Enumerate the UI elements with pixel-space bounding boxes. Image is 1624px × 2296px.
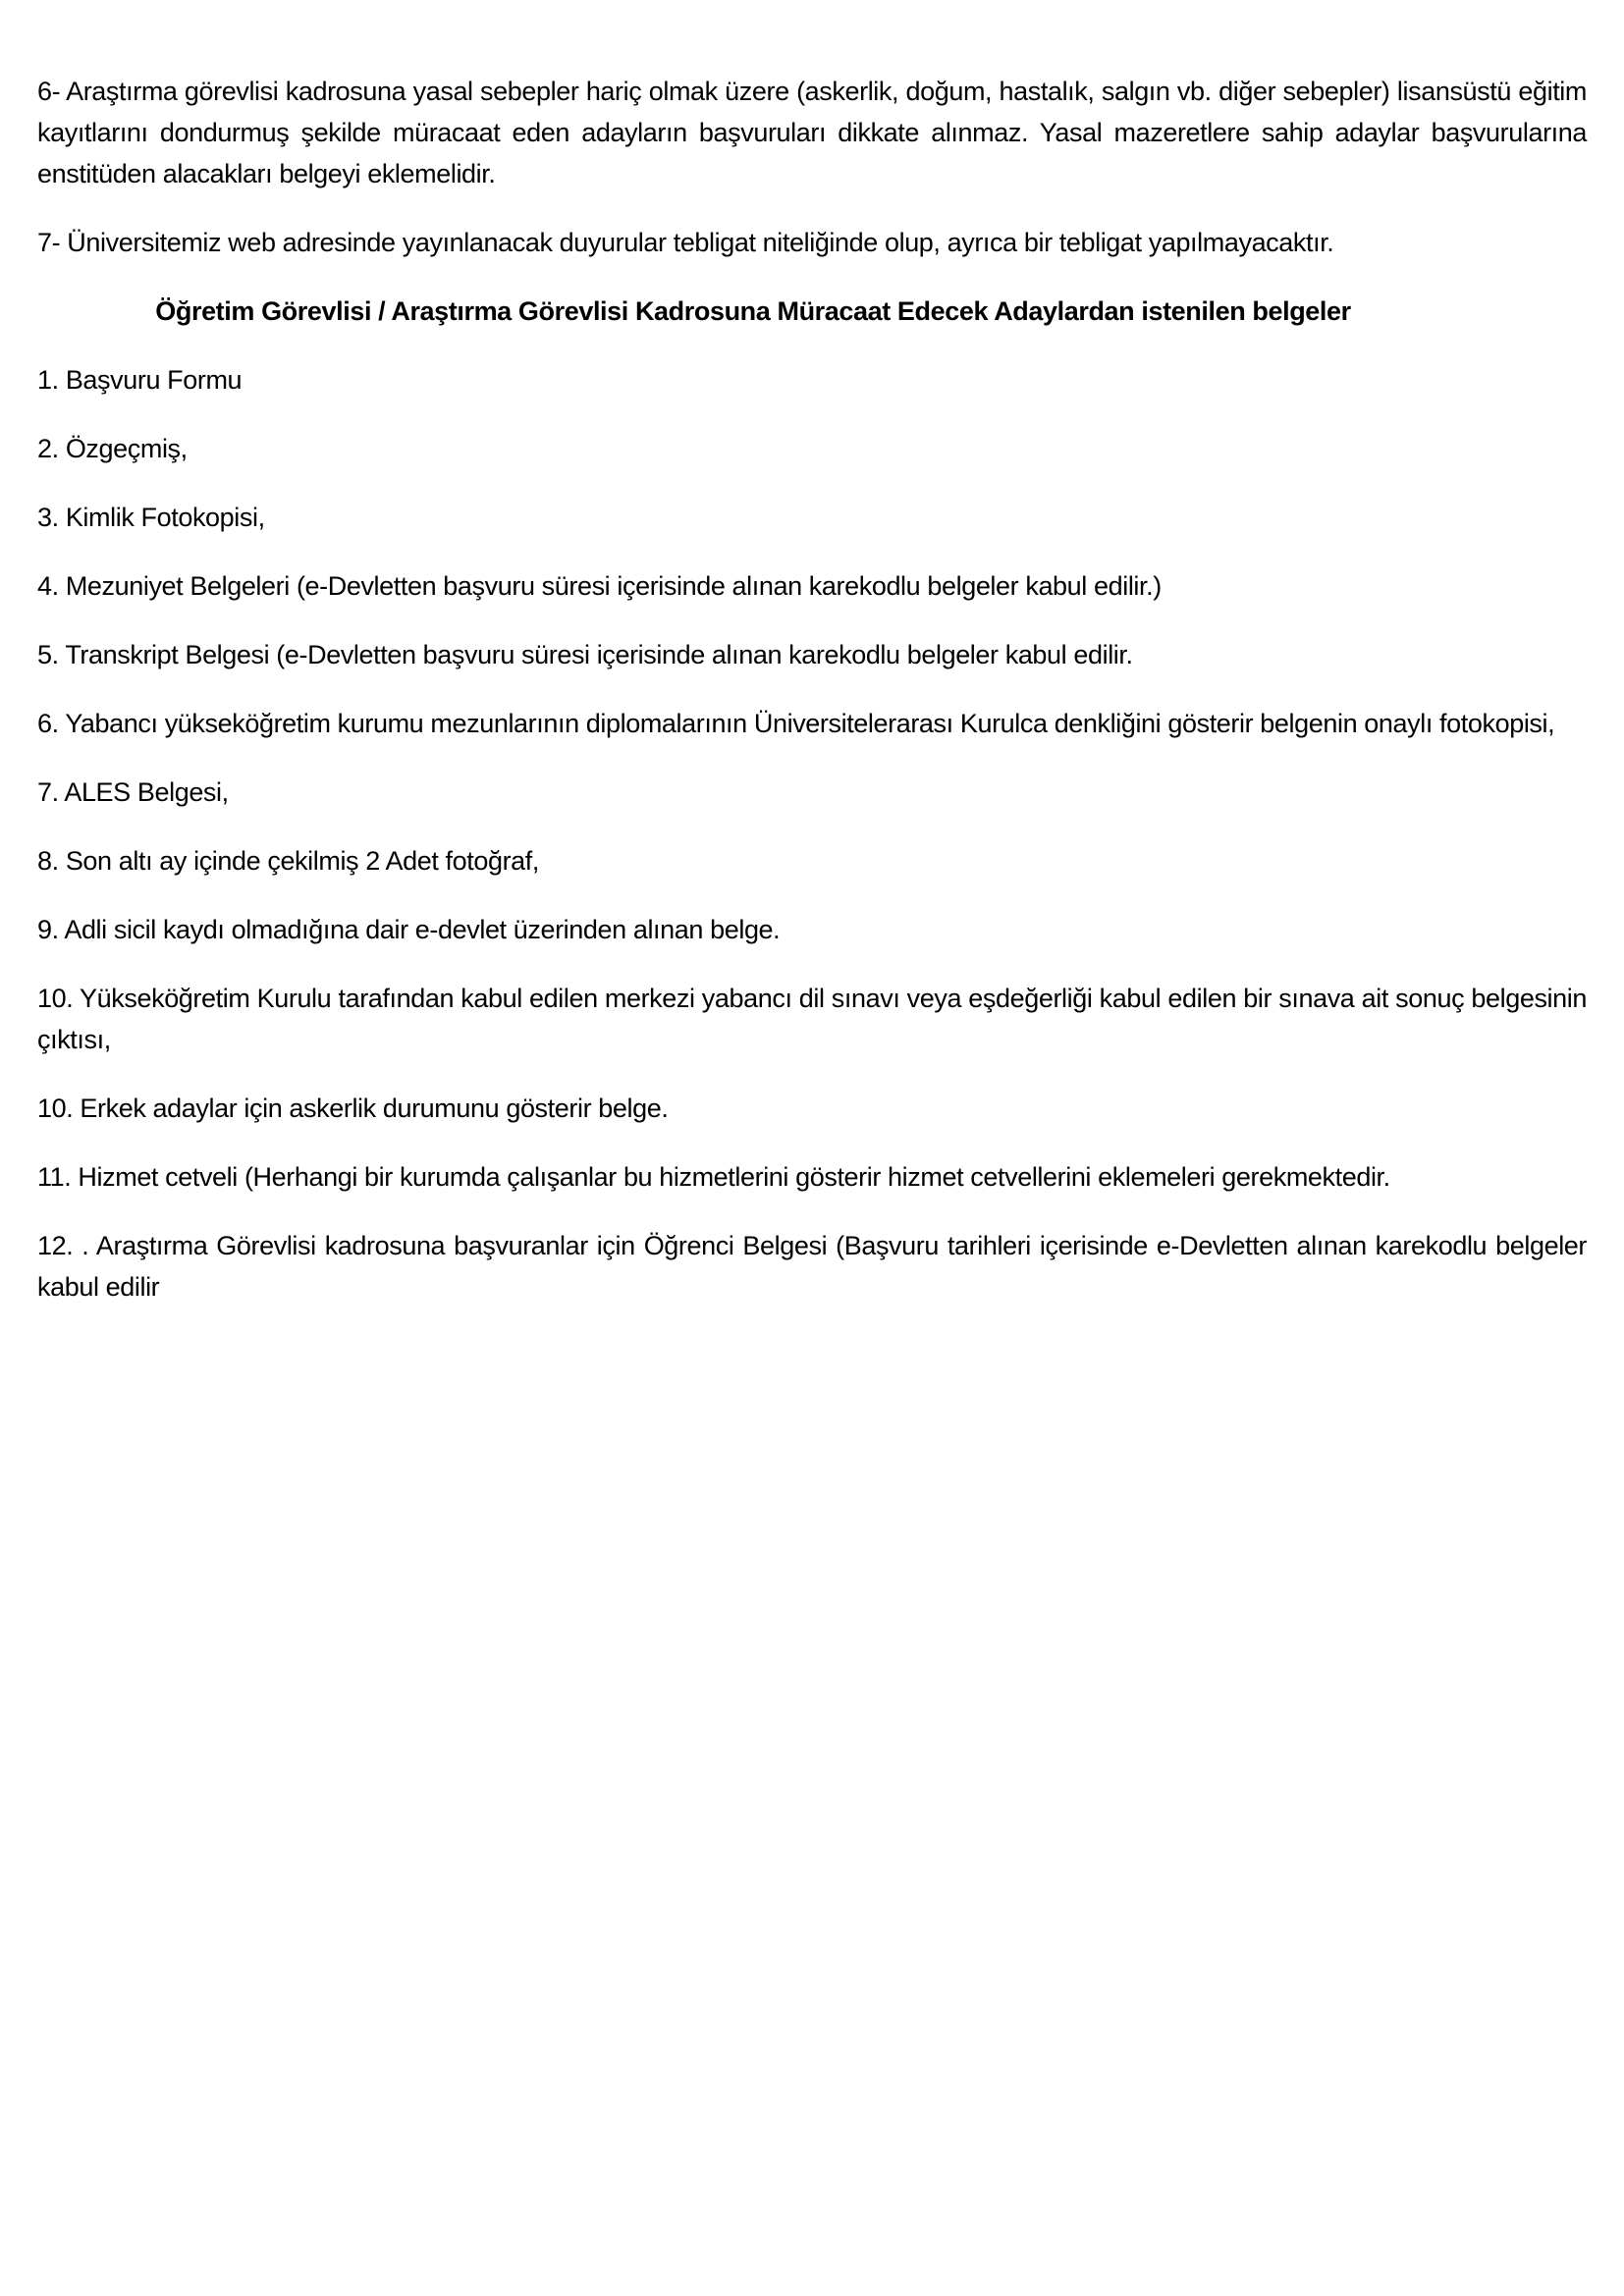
requirement-item-12: 12. . Araştırma Görevlisi kadrosuna başvuranlar için Öğrenci Belgesi (Başvuru tarihleri içerisinde e-Devletten alınan karekodlu belgeler kabul edilir — [37, 1231, 1587, 1302]
requirement-item-2: 2. Özgeçmiş, — [37, 434, 188, 463]
requirement-item-9: 9. Adli sicil kaydı olmadığına dair e-devlet üzerinden alınan belge. — [37, 915, 781, 944]
requirement-item-5: 5. Transkript Belgesi (e-Devletten başvuru süresi içerisinde alınan karekodlu belgeler kabul edilir. — [37, 640, 1133, 669]
section-heading: Öğretim Görevlisi / Araştırma Görevlisi Kadrosuna Müracaat Edecek Adaylardan istenilen belgeler — [155, 296, 1351, 326]
requirement-item-1: 1. Başvuru Formu — [37, 365, 243, 395]
requirement-item-10b: 10. Erkek adaylar için askerlik durumunu gösterir belge. — [37, 1094, 669, 1123]
requirement-item-7: 7. ALES Belgesi, — [37, 777, 229, 807]
requirement-item-8: 8. Son altı ay içinde çekilmiş 2 Adet fotoğraf, — [37, 846, 539, 876]
paragraph-note-7: 7- Üniversitemiz web adresinde yayınlanacak duyurular tebligat niteliğinde olup, ayrıca bir tebligat yapılmayacaktır. — [37, 228, 1334, 257]
requirement-item-3: 3. Kimlik Fotokopisi, — [37, 503, 265, 532]
requirement-item-10: 10. Yükseköğretim Kurulu tarafından kabul edilen merkezi yabancı dil sınavı veya eşdeğerliği kabul edilen bir sınava ait sonuç belgesinin çıktısı, — [37, 984, 1587, 1054]
requirement-item-6: 6. Yabancı yükseköğretim kurumu mezunlarının diplomalarının Üniversitelerarası Kurulca denkliğini gösterir belgenin onaylı fotokopisi, — [37, 709, 1555, 738]
requirement-item-11: 11. Hizmet cetveli (Herhangi bir kurumda çalışanlar bu hizmetlerini gösterir hizmet cetvellerini eklemeleri gerekmektedir. — [37, 1162, 1390, 1192]
requirement-item-4: 4. Mezuniyet Belgeleri (e-Devletten başvuru süresi içerisinde alınan karekodlu belgeler kabul edilir.) — [37, 571, 1162, 601]
paragraph-note-6: 6- Araştırma görevlisi kadrosuna yasal sebepler hariç olmak üzere (askerlik, doğum, hastalık, salgın vb. diğer sebepler) lisansüstü eğitim kayıtlarını dondurmuş şekilde müracaat eden adayların başvuruları dikkate alınmaz. Yasal mazeretlere sahip adaylar başvurularına enstitüden alacakları belgeyi eklemelidir. — [37, 77, 1587, 188]
